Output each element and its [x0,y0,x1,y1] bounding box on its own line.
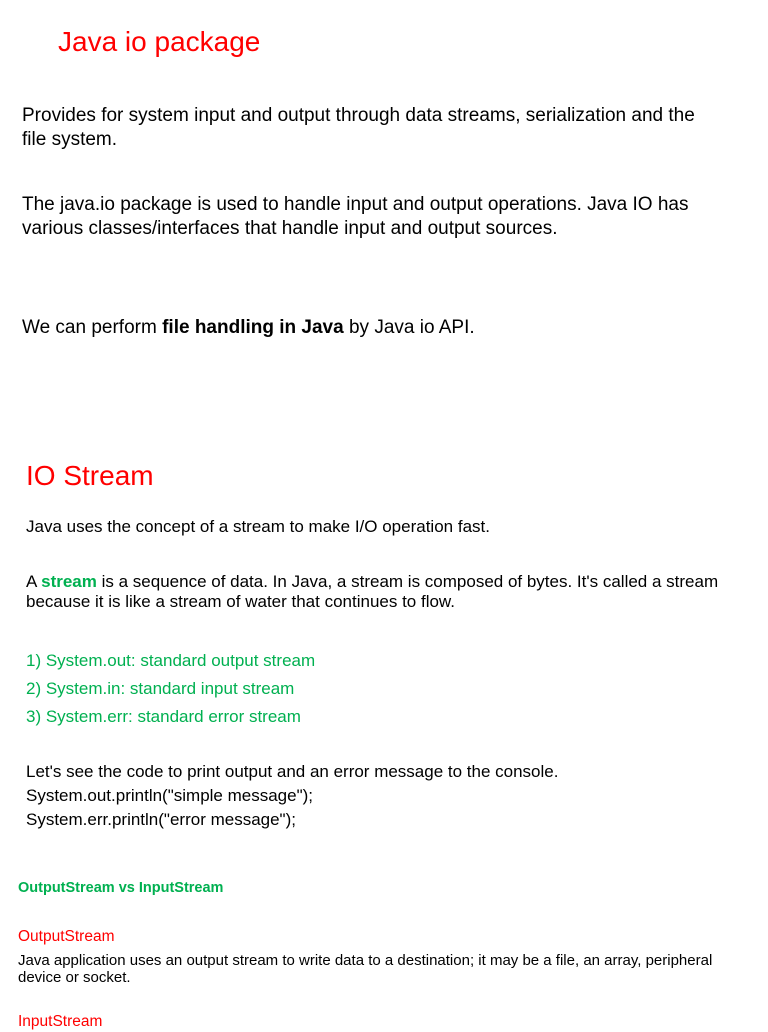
stream-keyword: stream [41,572,97,591]
standard-streams-list [26,647,315,731]
outputstream-vs-inputstream-heading: OutputStream vs InputStream [18,880,224,896]
inputstream-heading: InputStream [18,1013,103,1030]
stream-definition-paragraph [26,572,756,612]
list-item: 1) System.out: standard output stream [26,651,316,670]
code-intro: Let's see the code to print output and an error message to the console. [26,762,559,781]
stream-definition-post: is a sequence of data. In Java, a stream is composed of bytes. It's called a stream because it is like a stream of water that continues to flow. [26,572,719,611]
file-handling-pre: We can perform [22,317,163,338]
page-title: Java io package [58,26,261,57]
file-handling-paragraph [22,316,475,340]
java-io-description: The java.io package is used to handle input and output operations. Java IO has various classes/interfaces that handle input and output sources. [22,194,689,239]
outputstream-description: Java application uses an output stream to write data to a destination; it may be a file, an array, peripheral device or socket. [18,952,713,986]
intro-paragraph: Provides for system input and output through data streams, serialization and the file system. [22,105,695,150]
code-example [26,760,558,832]
list-item: 2) System.in: standard input stream [26,679,295,698]
file-handling-post: by Java io API. [343,317,475,338]
file-handling-bold: file handling in Java [162,317,344,338]
outputstream-heading: OutputStream [18,928,115,945]
io-stream-heading: IO Stream [26,460,154,491]
code-line-out: System.out.println("simple message"); [26,786,313,805]
code-line-err: System.err.println("error message"); [26,810,296,829]
list-item: 3) System.err: standard error stream [26,707,301,726]
stream-definition-pre: A [26,572,42,591]
stream-concept-paragraph: Java uses the concept of a stream to make I/O operation fast. [26,517,490,536]
